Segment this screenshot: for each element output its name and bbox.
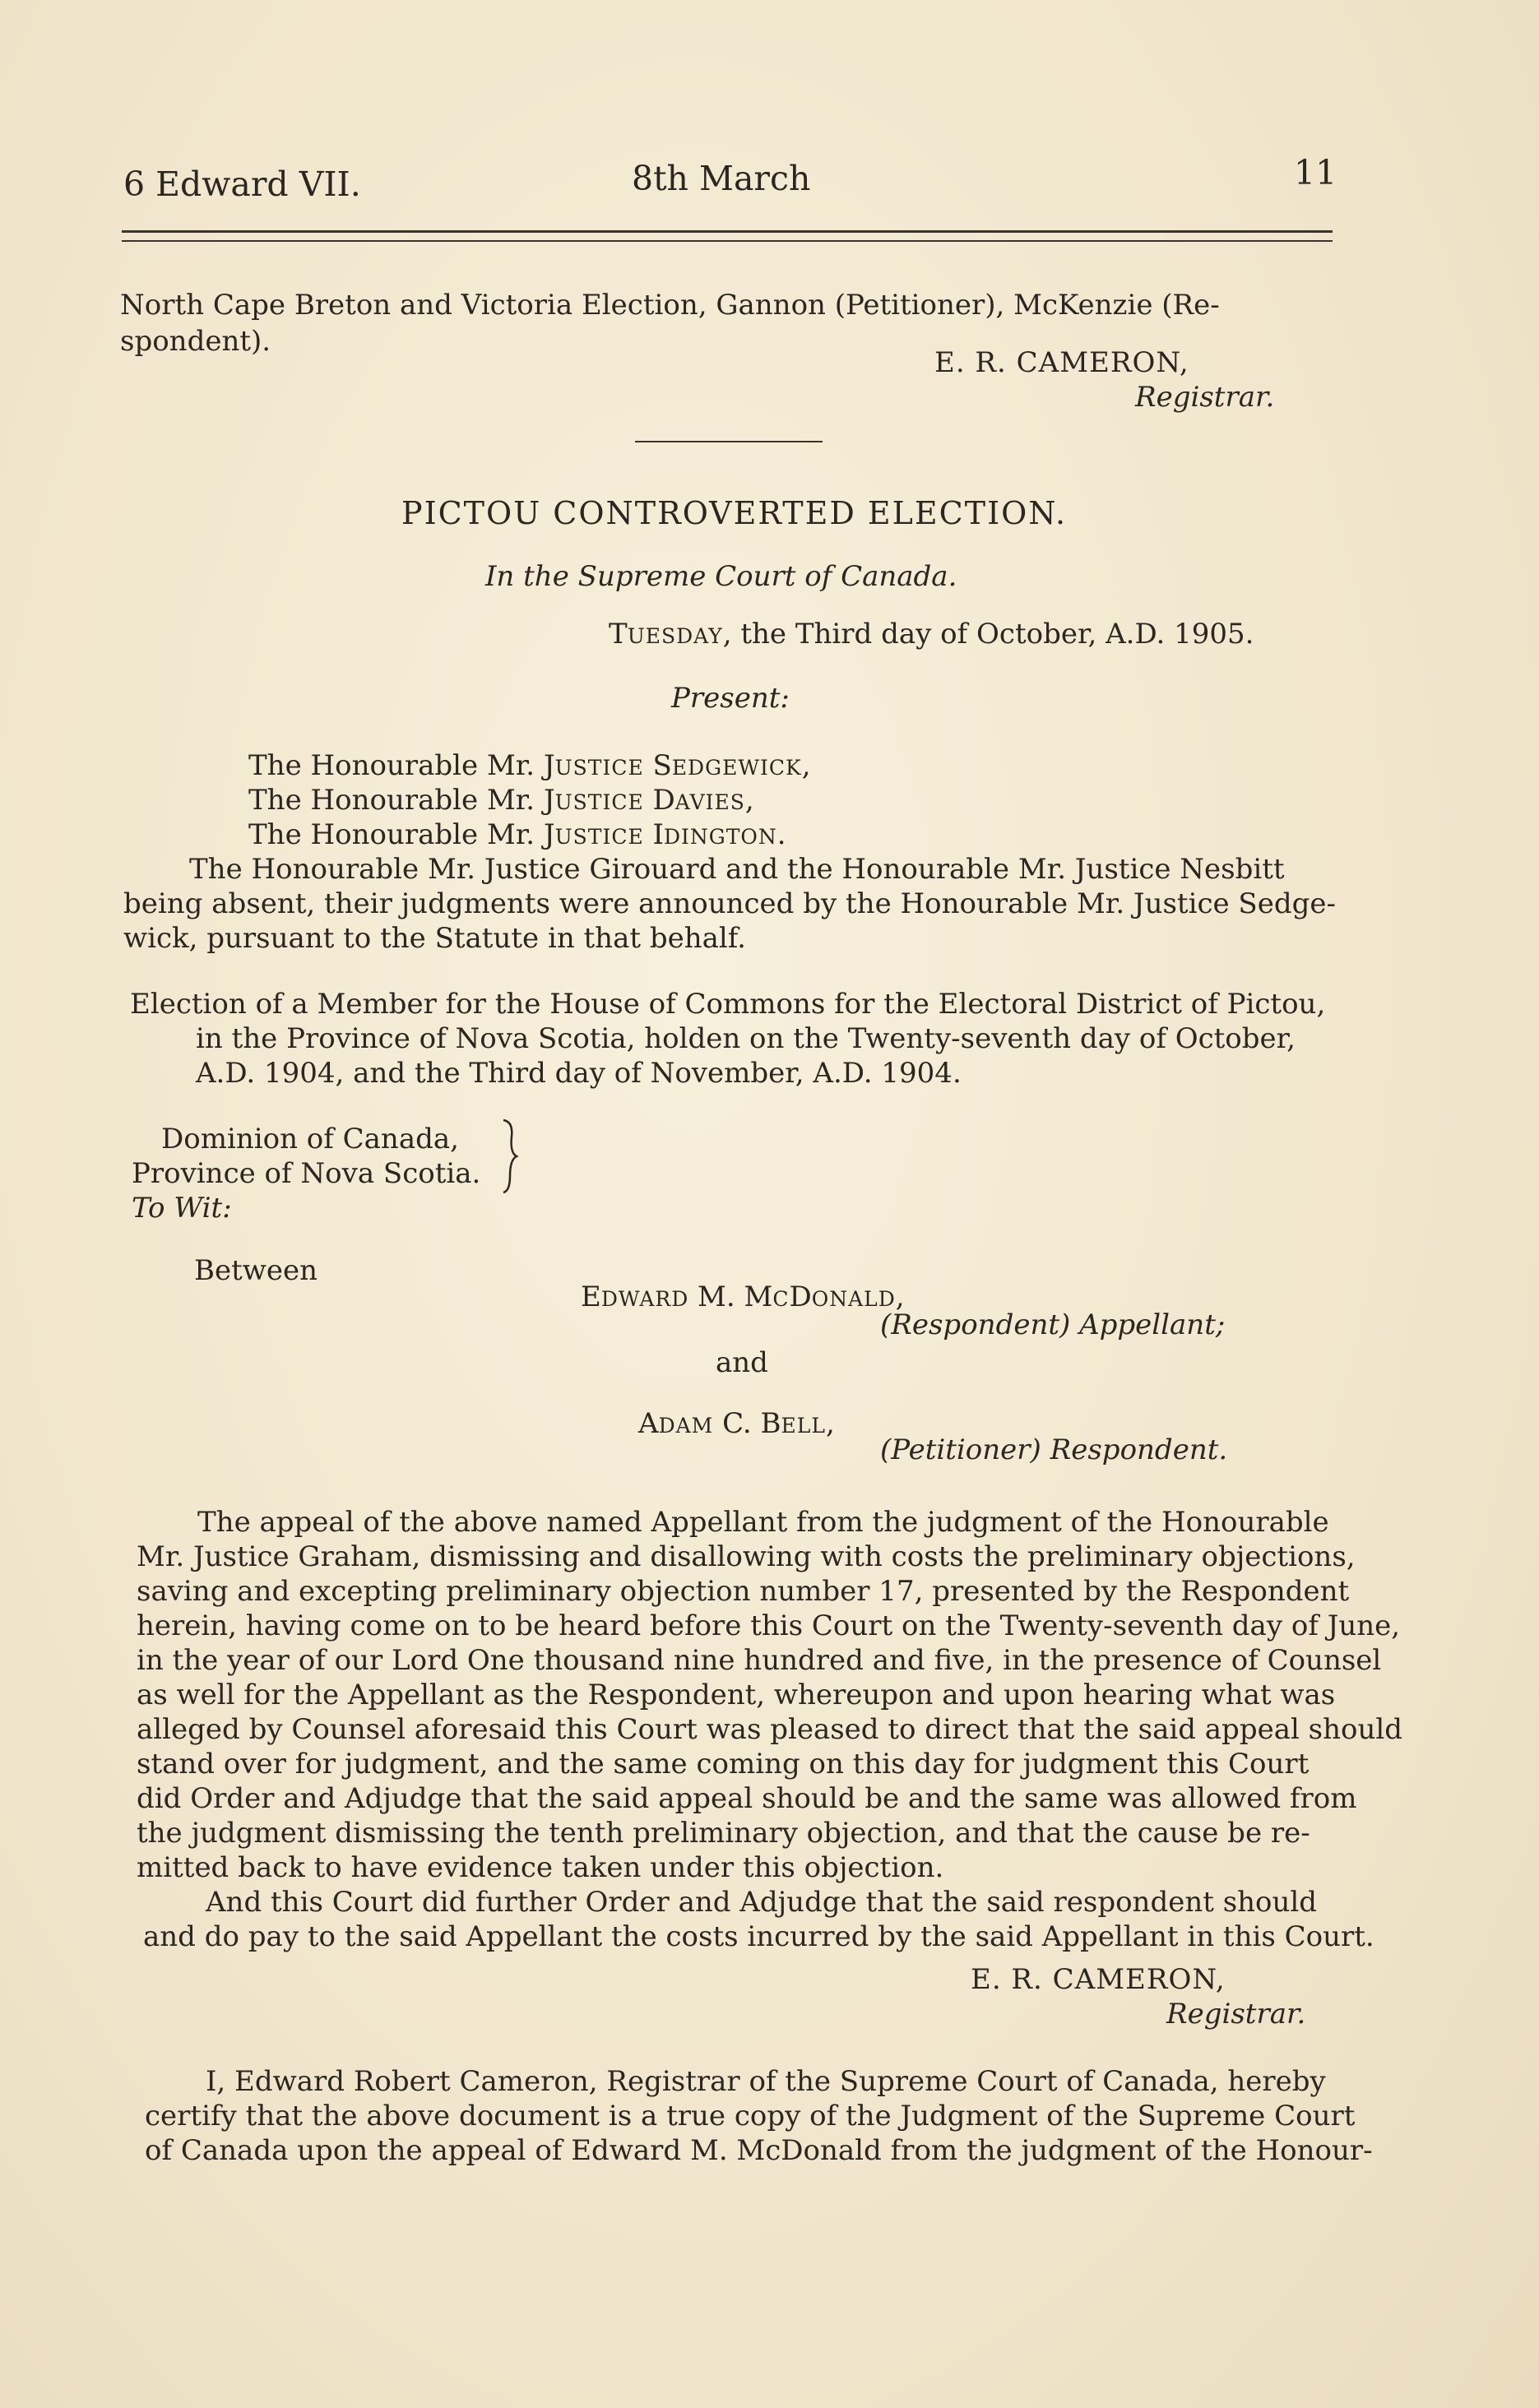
preceding-signer: E. R. CAMERON, (934, 346, 1189, 379)
absent-para-line: wick, pursuant to the Statute in that behalf. (123, 922, 746, 955)
date-rest: , the Third day of October, A.D. 1905. (722, 618, 1254, 651)
respondent-name: ADAM C. BELL, (638, 1407, 835, 1440)
appellant-name: EDWARD M. MCDONALD, (581, 1280, 905, 1313)
election-para-line: Election of a Member for the House of Commons for the Electoral District of Pictou, (130, 988, 1326, 1021)
respondent-role: (Petitioner) Respondent. (880, 1433, 1228, 1466)
judgment-para-line: herein, having come on to be heard before this Court on the Twenty-seventh day of June, (137, 1609, 1401, 1642)
appellant-role: (Respondent) Appellant; (880, 1308, 1226, 1341)
date-line (609, 617, 1254, 654)
court-name: In the Supreme Court of Canada. (485, 560, 957, 593)
header-rule-top (122, 230, 1333, 233)
justice-line: The Honourable Mr. JUSTICE IDINGTON. (248, 818, 786, 851)
header-page-number: 11 (1294, 153, 1337, 192)
absent-para-line: The Honourable Mr. Justice Girouard and the Honourable Mr. Justice Nesbitt (189, 853, 1285, 886)
election-para-line: A.D. 1904, and the Third day of November, A.D. 1904. (196, 1057, 962, 1090)
costs-para-line: And this Court did further Order and Adjudge that the said respondent should (206, 1886, 1318, 1919)
header-date: 8th March (632, 159, 811, 198)
judgment-para-line: Mr. Justice Graham, dismissing and disallowing with costs the preliminary objections, (137, 1540, 1356, 1573)
parties-between: Between (194, 1254, 318, 1287)
judgment-para-line: saving and excepting preliminary objection number 17, presented by the Respondent (137, 1575, 1350, 1608)
judgment-para-line: in the year of our Lord One thousand nine hundred and five, in the presence of Counsel (137, 1644, 1382, 1677)
costs-para-line: and do pay to the said Appellant the costs incurred by the said Appellant in this Court. (143, 1920, 1374, 1953)
jurisdiction-dominion: Dominion of Canada, (161, 1123, 459, 1155)
document-title: PICTOU CONTROVERTED ELECTION. (401, 495, 1068, 531)
justice-line: The Honourable Mr. JUSTICE SEDGEWICK, (248, 749, 811, 782)
judgment-para-line: stand over for judgment, and the same coming on this day for judgment this Court (137, 1748, 1310, 1781)
judgment-para-line: did Order and Adjudge that the said appeal should be and the same was allowed from (137, 1782, 1357, 1815)
section-divider (635, 441, 823, 442)
jurisdiction-province: Province of Nova Scotia. (132, 1157, 481, 1190)
election-para-line: in the Province of Nova Scotia, holden on the Twenty-seventh day of October, (196, 1022, 1296, 1055)
justice-line: The Honourable Mr. JUSTICE DAVIES, (248, 784, 754, 817)
jurisdiction-brace (500, 1117, 520, 1196)
date-day-initial: T (609, 618, 628, 651)
header-regnal-year: 6 Edward VII. (123, 164, 361, 204)
present-label: Present: (671, 682, 790, 715)
certify-para-line: of Canada upon the appeal of Edward M. McDonald from the judgment of the Honour- (145, 2134, 1373, 2167)
preceding-signer-title: Registrar. (1135, 381, 1275, 414)
absent-para-line: being absent, their judgments were announced by the Honourable Mr. Justice Sedge- (123, 887, 1336, 920)
signature-name: E. R. CAMERON, (971, 1963, 1226, 1996)
preceding-line-1: North Cape Breton and Victoria Election, Gannon (Petitioner), McKenzie (Re- (120, 289, 1220, 322)
certify-para-line: I, Edward Robert Cameron, Registrar of the Supreme Court of Canada, hereby (206, 2065, 1326, 2098)
judgment-para-line: alleged by Counsel aforesaid this Court was pleased to direct that the said appeal should (137, 1713, 1403, 1746)
parties-and: and (716, 1346, 768, 1379)
judgment-para-line: the judgment dismissing the tenth preliminary objection, and that the cause be re- (137, 1817, 1310, 1850)
preceding-line-2: spondent). (120, 325, 271, 358)
judgment-para-line: as well for the Appellant as the Respondent, whereupon and upon hearing what was (137, 1679, 1336, 1711)
signature-title: Registrar. (1166, 1998, 1306, 2031)
date-day-rest: UESDAY (627, 624, 723, 648)
judgment-para-line: The appeal of the above named Appellant from the judgment of the Honourable (197, 1506, 1329, 1539)
header-rule-bottom (122, 240, 1333, 242)
judgment-para-line: mitted back to have evidence taken under this objection. (137, 1851, 944, 1884)
jurisdiction-to-wit: To Wit: (132, 1192, 232, 1225)
certify-para-line: certify that the above document is a true copy of the Judgment of the Supreme Court (145, 2100, 1356, 2132)
